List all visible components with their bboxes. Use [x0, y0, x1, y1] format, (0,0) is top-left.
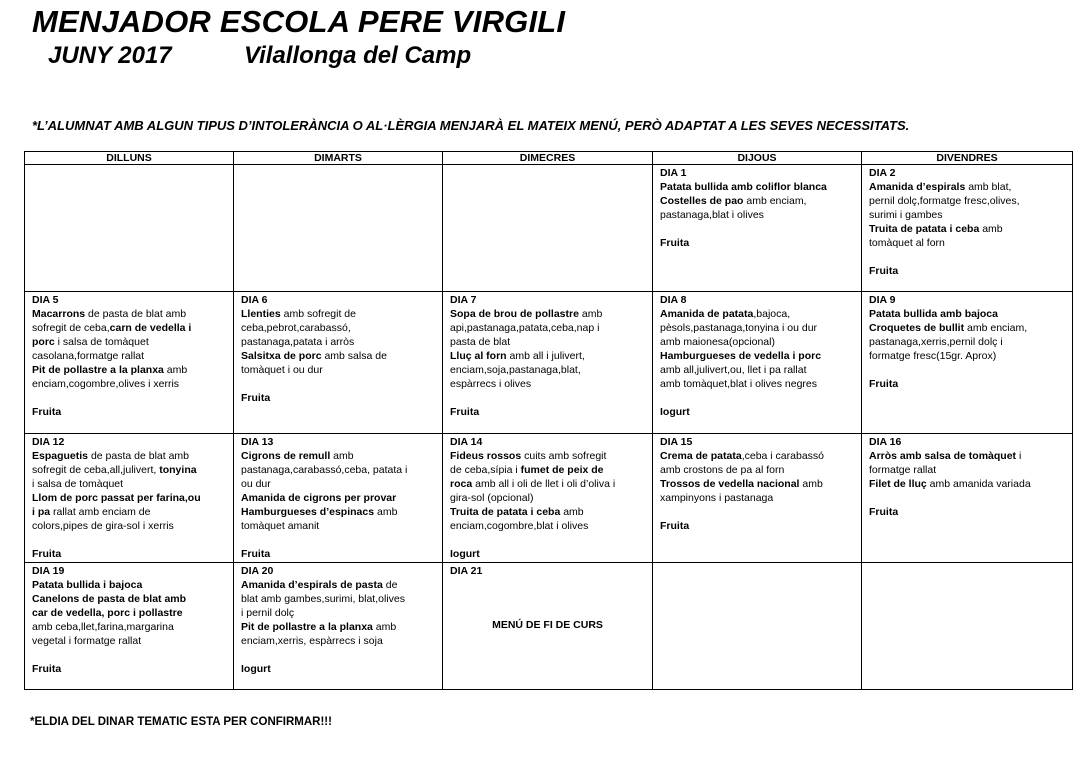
dish-detail: espàrrecs i olives — [450, 378, 532, 390]
dish-name: porc — [32, 336, 55, 348]
dish-detail: de ceba,sípia i — [450, 464, 521, 476]
dish-name: roca — [450, 478, 473, 490]
day-label: DIA 2 — [869, 167, 896, 179]
day-label: DIA 6 — [241, 294, 268, 306]
day-cell-1 — [653, 165, 862, 292]
weekday-thursday: DIJOUS — [653, 152, 862, 165]
dish-name: carn de vedella i — [109, 322, 192, 334]
day-label: DIA 19 — [32, 565, 65, 577]
dish-detail: amb — [799, 478, 823, 490]
dish-detail: pastanaga,xerris,pernil dolç i — [869, 336, 1003, 348]
week-row — [25, 563, 1073, 690]
dish-detail: ou dur — [241, 478, 271, 490]
dish-detail: amb amanida variada — [926, 478, 1031, 490]
day-label: DIA 20 — [241, 565, 274, 577]
dish-detail: rallat amb enciam de — [50, 506, 151, 518]
dish-detail: ,ceba i carabassó — [741, 450, 825, 462]
dish-name: Arròs amb salsa de tomàquet — [869, 450, 1017, 462]
dish-detail: pèsols,pastanaga,tonyina i ou dur — [660, 322, 818, 334]
dish-name: Espaguetis — [32, 450, 89, 462]
day-label: DIA 14 — [450, 436, 483, 448]
dish-name: Amanida de patata — [660, 308, 754, 320]
empty-cell — [234, 165, 443, 292]
empty-cell — [862, 563, 1073, 690]
dish-detail: tomàquet i ou dur — [241, 364, 323, 376]
dish-name: Costelles de pao — [660, 195, 744, 207]
dish-detail: amb sofregit de — [280, 308, 356, 320]
day-cell-5 — [25, 292, 234, 434]
day-label: DIA 16 — [869, 436, 902, 448]
dish-detail: amb — [979, 223, 1003, 235]
town-label: Vilallonga del Camp — [244, 42, 472, 69]
dish-detail: amb — [330, 450, 354, 462]
dish-detail: vegetal i formatge rallat — [32, 635, 142, 647]
dish-detail: amb — [374, 506, 398, 518]
dish-name: Pit de pollastre a la planxa — [32, 364, 164, 376]
footer-note: *ELDIA DEL DINAR TEMATIC ESTA PER CONFIRMAR!!! — [30, 716, 332, 728]
weekday-header-row — [25, 152, 1073, 165]
dish-detail: gira-sol (opcional) — [450, 492, 534, 504]
dish-name: Macarrons — [32, 308, 86, 320]
dish-detail: api,pastanaga,patata,ceba,nap i — [450, 322, 600, 334]
day-label: DIA 12 — [32, 436, 65, 448]
dish-detail: amb — [372, 621, 397, 633]
day-cell-15 — [653, 434, 862, 563]
dessert-label: Fruita — [32, 663, 62, 675]
dish-name: Crema de patata — [660, 450, 742, 462]
dish-name: i pa — [32, 506, 51, 518]
dish-name: Amanida d’espirals de pasta — [241, 579, 383, 591]
dish-detail: sofregit de ceba,all,julivert, — [32, 464, 160, 476]
day-label: DIA 7 — [450, 294, 477, 306]
dish-name: Amanida de cigrons per provar — [241, 492, 397, 504]
dish-detail: amb — [560, 506, 584, 518]
dish-name: Canelons de pasta de blat amb — [32, 593, 187, 605]
day-cell-6 — [234, 292, 443, 434]
dish-detail: de pasta de blat amb — [85, 308, 187, 320]
dish-detail: tomàquet al forn — [869, 237, 945, 249]
dessert-label: Fruita — [450, 406, 480, 418]
dish-detail: amb — [578, 308, 603, 320]
dish-detail: amb maionesa(opcional) — [660, 336, 775, 348]
dish-name: Croquetes de bullit — [869, 322, 965, 334]
dessert-label: Fruita — [241, 392, 271, 404]
weekday-monday: DILLUNS — [25, 152, 234, 165]
dish-detail: blat amb gambes,surimi, blat,olives — [241, 593, 405, 605]
dish-detail: enciam,xerris, espàrrecs i soja — [241, 635, 383, 647]
dish-detail: i pernil dolç — [241, 607, 295, 619]
dish-name: Filet de lluç — [869, 478, 927, 490]
dessert-label: Iogurt — [660, 406, 690, 418]
dish-detail: enciam,cogombre,olives i xerris — [32, 378, 180, 390]
dish-detail: formatge rallat — [869, 464, 937, 476]
dessert-label: Iogurt — [241, 663, 271, 675]
dish-detail: i — [1016, 450, 1022, 462]
dish-detail: xampinyons i pastanaga — [660, 492, 774, 504]
dish-name: Pit de pollastre a la planxa — [241, 621, 373, 633]
dessert-label: Fruita — [869, 506, 899, 518]
week-row — [25, 434, 1073, 563]
dish-name: Patata bullida i bajoca — [32, 579, 143, 591]
dish-detail: cuits amb sofregit — [521, 450, 607, 462]
menu-table — [24, 151, 1073, 690]
dish-detail: amb all,julivert,ou, llet i pa rallat — [660, 364, 807, 376]
dish-detail: surimi i gambes — [869, 209, 943, 221]
day-label: DIA 13 — [241, 436, 274, 448]
dish-detail: amb tomàquet,blat i olives negres — [660, 378, 818, 390]
dish-detail: colors,pipes de gira-sol i xerris — [32, 520, 174, 532]
dish-detail: ceba,pebrot,carabassó, — [241, 322, 351, 334]
dish-detail: pernil dolç,formatge fresc,olives, — [869, 195, 1020, 207]
dish-detail: pastanaga,carabassó,ceba, patata i — [241, 464, 408, 476]
dish-name: Hamburgueses d’espinacs — [241, 506, 375, 518]
day-cell-9 — [862, 292, 1073, 434]
weekday-friday: DIVENDRES — [862, 152, 1073, 165]
dish-detail: de — [382, 579, 398, 591]
dish-detail: amb enciam, — [964, 322, 1028, 334]
day-cell-12 — [25, 434, 234, 563]
dish-name: Hamburgueses de vedella i porc — [660, 350, 822, 362]
dish-detail: amb crostons de pa al forn — [660, 464, 785, 476]
dish-name: Fideus rossos — [450, 450, 522, 462]
day-cell-19 — [25, 563, 234, 690]
dish-name: Llom de porc passat per farina,ou — [32, 492, 201, 504]
dish-name: Llenties — [241, 308, 281, 320]
empty-cell — [653, 563, 862, 690]
day-label: DIA 8 — [660, 294, 687, 306]
day-cell-16 — [862, 434, 1073, 563]
day-label: DIA 15 — [660, 436, 693, 448]
dish-detail: pastanaga,patata i arròs — [241, 336, 355, 348]
dessert-label: Fruita — [32, 548, 62, 560]
day-cell-8 — [653, 292, 862, 434]
day-cell-21 — [443, 563, 653, 690]
day-cell-14 — [443, 434, 653, 563]
day-cell-20 — [234, 563, 443, 690]
empty-cell — [25, 165, 234, 292]
dish-detail: enciam,soja,pastanaga,blat, — [450, 364, 581, 376]
dish-name: Salsitxa de porc — [241, 350, 322, 362]
dish-name: fumet de peix de — [520, 464, 604, 476]
dish-detail: amb salsa de — [321, 350, 387, 362]
dish-name: Patata bullida amb bajoca — [869, 308, 998, 320]
dish-detail: pastanaga,blat i olives — [660, 209, 764, 221]
end-of-year-menu: MENÚ DE FI DE CURS — [492, 619, 603, 631]
dish-detail: amb all i oli de llet i oli d’oliva i — [472, 478, 616, 490]
dish-detail: tomàquet amanit — [241, 520, 320, 532]
weekday-wednesday: DIMECRES — [443, 152, 653, 165]
dish-detail: enciam,cogombre,blat i olives — [450, 520, 589, 532]
dish-name: Lluç al forn — [450, 350, 507, 362]
dessert-label: Iogurt — [450, 548, 480, 560]
weekday-tuesday: DIMARTS — [234, 152, 443, 165]
dish-name: Truita de patata i ceba — [869, 223, 980, 235]
day-label: DIA 9 — [869, 294, 896, 306]
dish-name: Truita de patata i ceba — [450, 506, 561, 518]
dish-detail: i salsa de tomàquet — [32, 478, 124, 490]
dish-name: car de vedella, porc i pollastre — [32, 607, 183, 619]
dish-name: Sopa de brou de pollastre — [450, 308, 579, 320]
month-label: JUNY 2017 — [48, 42, 172, 69]
week-row — [25, 165, 1073, 292]
dish-name: Cigrons de remull — [241, 450, 331, 462]
day-label: DIA 1 — [660, 167, 687, 179]
page-title: MENJADOR ESCOLA PERE VIRGILI — [32, 4, 566, 39]
day-label: DIA 21 — [450, 565, 483, 577]
day-cell-13 — [234, 434, 443, 563]
dish-detail: formatge fresc(15gr. Aprox) — [869, 350, 997, 362]
dessert-label: Fruita — [241, 548, 271, 560]
dish-detail: amb — [163, 364, 188, 376]
day-label: DIA 5 — [32, 294, 59, 306]
dish-line: Patata bullida amb coliflor blanca — [660, 181, 827, 193]
dessert-label: Fruita — [660, 520, 690, 532]
dish-name: Trossos de vedella nacional — [660, 478, 800, 490]
dish-detail: sofregit de ceba, — [32, 322, 110, 334]
dish-name: tonyina — [159, 464, 197, 476]
dish-detail: casolana,formatge rallat — [32, 350, 145, 362]
dish-detail: amb blat, — [965, 181, 1012, 193]
dish-detail: amb all i julivert, — [506, 350, 585, 362]
day-cell-7 — [443, 292, 653, 434]
dish-name: Amanida d’espirals — [869, 181, 966, 193]
day-cell-2 — [862, 165, 1073, 292]
allergy-notice: *L’ALUMNAT AMB ALGUN TIPUS D’INTOLERÀNCIA O AL·LÈRGIA MENJARÀ EL MATEIX MENÚ, PERÒ ADAPTAT A LES SEVES NECESSITATS. — [32, 118, 910, 133]
dish-detail: pasta de blat — [450, 336, 511, 348]
dessert-label: Fruita — [869, 378, 899, 390]
dessert-label: Fruita — [869, 265, 899, 277]
dessert-label: Fruita — [32, 406, 62, 418]
dish-detail: ,bajoca, — [753, 308, 791, 320]
week-row — [25, 292, 1073, 434]
dish-detail: i salsa de tomàquet — [54, 336, 149, 348]
dessert-label: Fruita — [660, 237, 690, 249]
dish-detail: amb enciam, — [743, 195, 807, 207]
dish-detail: amb ceba,llet,farina,margarina — [32, 621, 174, 633]
dish-detail: de pasta de blat amb — [88, 450, 190, 462]
empty-cell — [443, 165, 653, 292]
